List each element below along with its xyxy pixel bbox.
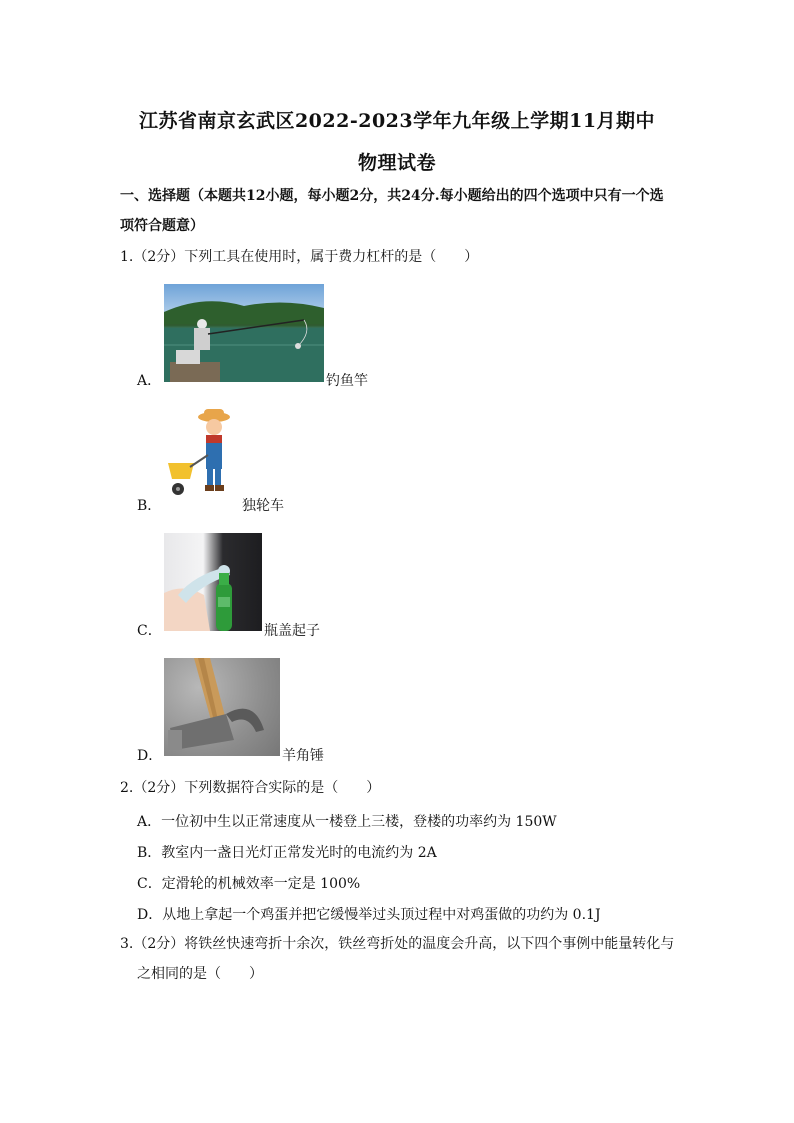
q2-option-b: B．教室内一盏日光灯正常发光时的电流约为 2A <box>137 845 437 861</box>
q1-option-a-caption: 钓鱼竿 <box>326 373 368 389</box>
question-3-line1: 3.（2分）将铁丝快速弯折十余次，铁丝弯折处的温度会升高，以下四个事例中能量转化与 <box>120 936 675 952</box>
question-3-line2: 之相同的是（ ） <box>137 966 263 982</box>
wheelbarrow-image <box>164 405 240 503</box>
q1-option-b-letter: B． <box>137 498 162 514</box>
q1-option-d-letter: D． <box>137 748 163 764</box>
q2-option-a: A．一位初中生以正常速度从一楼登上三楼，登楼的功率约为 150W <box>137 814 557 830</box>
q1-option-c-caption: 瓶盖起子 <box>264 623 320 639</box>
q1-option-c-letter: C． <box>137 623 162 639</box>
question-1-stem: 1.（2分）下列工具在使用时，属于费力杠杆的是（ ） <box>120 249 479 265</box>
section-heading <box>120 181 690 241</box>
question-3-stem <box>120 929 690 989</box>
q1-option-b-caption: 独轮车 <box>242 498 284 514</box>
q2-option-d: D．从地上拿起一个鸡蛋并把它缓慢举过头顶过程中对鸡蛋做的功约为 0.1J <box>137 907 601 923</box>
fishing-rod-image <box>164 284 324 382</box>
section-heading-line1: 一、选择题（本题共12小题，每小题2分，共24分.每小题给出的四个选项中只有一个选 <box>120 188 664 204</box>
exam-title-line1: 江苏省南京玄武区2022-2023学年九年级上学期11月期中 <box>138 110 656 132</box>
question-2-stem: 2.（2分）下列数据符合实际的是（ ） <box>120 780 381 796</box>
exam-title-line2: 物理试卷 <box>357 152 436 174</box>
q1-option-d-caption: 羊角锤 <box>282 748 324 764</box>
section-heading-line2: 项符合题意） <box>120 218 204 234</box>
claw-hammer-image <box>164 658 280 756</box>
q2-option-c: C．定滑轮的机械效率一定是 100% <box>137 876 361 892</box>
q1-option-a-letter: A． <box>137 373 162 389</box>
bottle-opener-image <box>164 533 262 631</box>
